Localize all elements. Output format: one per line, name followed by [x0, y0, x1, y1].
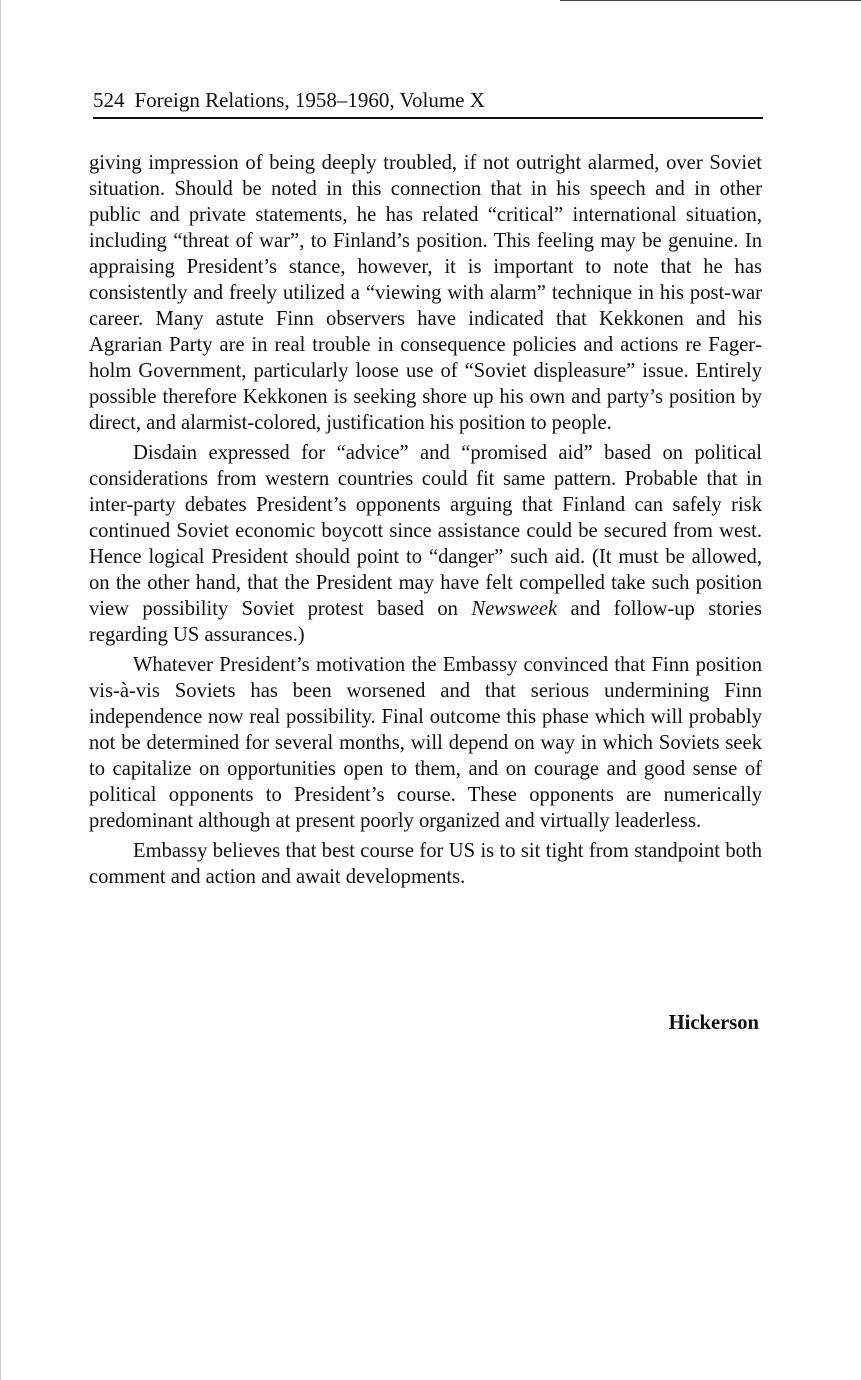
- paragraph-3: Whatever President’s motivation the Embassy convinced that Finn position vis-à-vis Soviets has been worsened and that serious undermining Finn independence now real possibility. Final outcome this phase which will probably not be determined for several months, will depend on way in which Soviets seek to capitalize on opportunities open to them, and on courage and good sense of political opponents to President’s course. These opponents are numerically predominant although at present poorly organized and virtually leaderless.: [89, 654, 762, 832]
- paragraph-2: [89, 440, 762, 648]
- publication-title: Newsweek: [471, 598, 558, 620]
- page-number: 524: [93, 88, 125, 112]
- paragraph-1: giving impression of being deeply troubled, if not outright alarmed, over Soviet situation. Should be noted in this connection that in his speech and in other public and private statements, he has related “critical” international situation, including “threat of war”, to Finland’s position. This feeling may be genuine. In appraising President’s stance, however, it is important to note that he has consistently and freely utilized a “viewing with alarm” technique in his post-war career. Many astute Finn observers have indicated that Kekkonen and his Agrarian Party are in real trouble in consequence policies and actions re Fagerholm Government, particularly loose use of “Soviet displeasure” issue. Entirely possible therefore Kekkonen is seeking shore up his own and party’s position by direct, and alarmist-colored, justification his position to people.: [89, 152, 762, 434]
- running-head: [93, 87, 763, 117]
- paragraph-2-text-end: and follow-up stories regarding US assurances.): [89, 598, 762, 646]
- paragraph-4: Embassy believes that best course for US is to sit tight from standpoint both comment and action and await developments.: [89, 840, 762, 888]
- page-edge-line: [0, 0, 1, 1380]
- header-rule: [93, 117, 763, 119]
- signature: Hickerson: [668, 1012, 759, 1034]
- paragraph-2-text: Disdain expressed for “advice” and “promised aid” based on political considerations from western countries could fit same pattern. Probable that in inter-party debates President’s opponents arguing that Finland can safely risk continued Soviet economic boycott since assistance could be secured from west. Hence logical President should point to “danger” such aid. (It must be allowed, on the other hand, that the President may have felt compelled take such position view possibility Soviet protest based on: [89, 442, 762, 620]
- page-edge-line: [560, 0, 861, 1]
- document-body: [89, 150, 762, 894]
- volume-title: Foreign Relations, 1958–1960, Volume X: [134, 88, 485, 112]
